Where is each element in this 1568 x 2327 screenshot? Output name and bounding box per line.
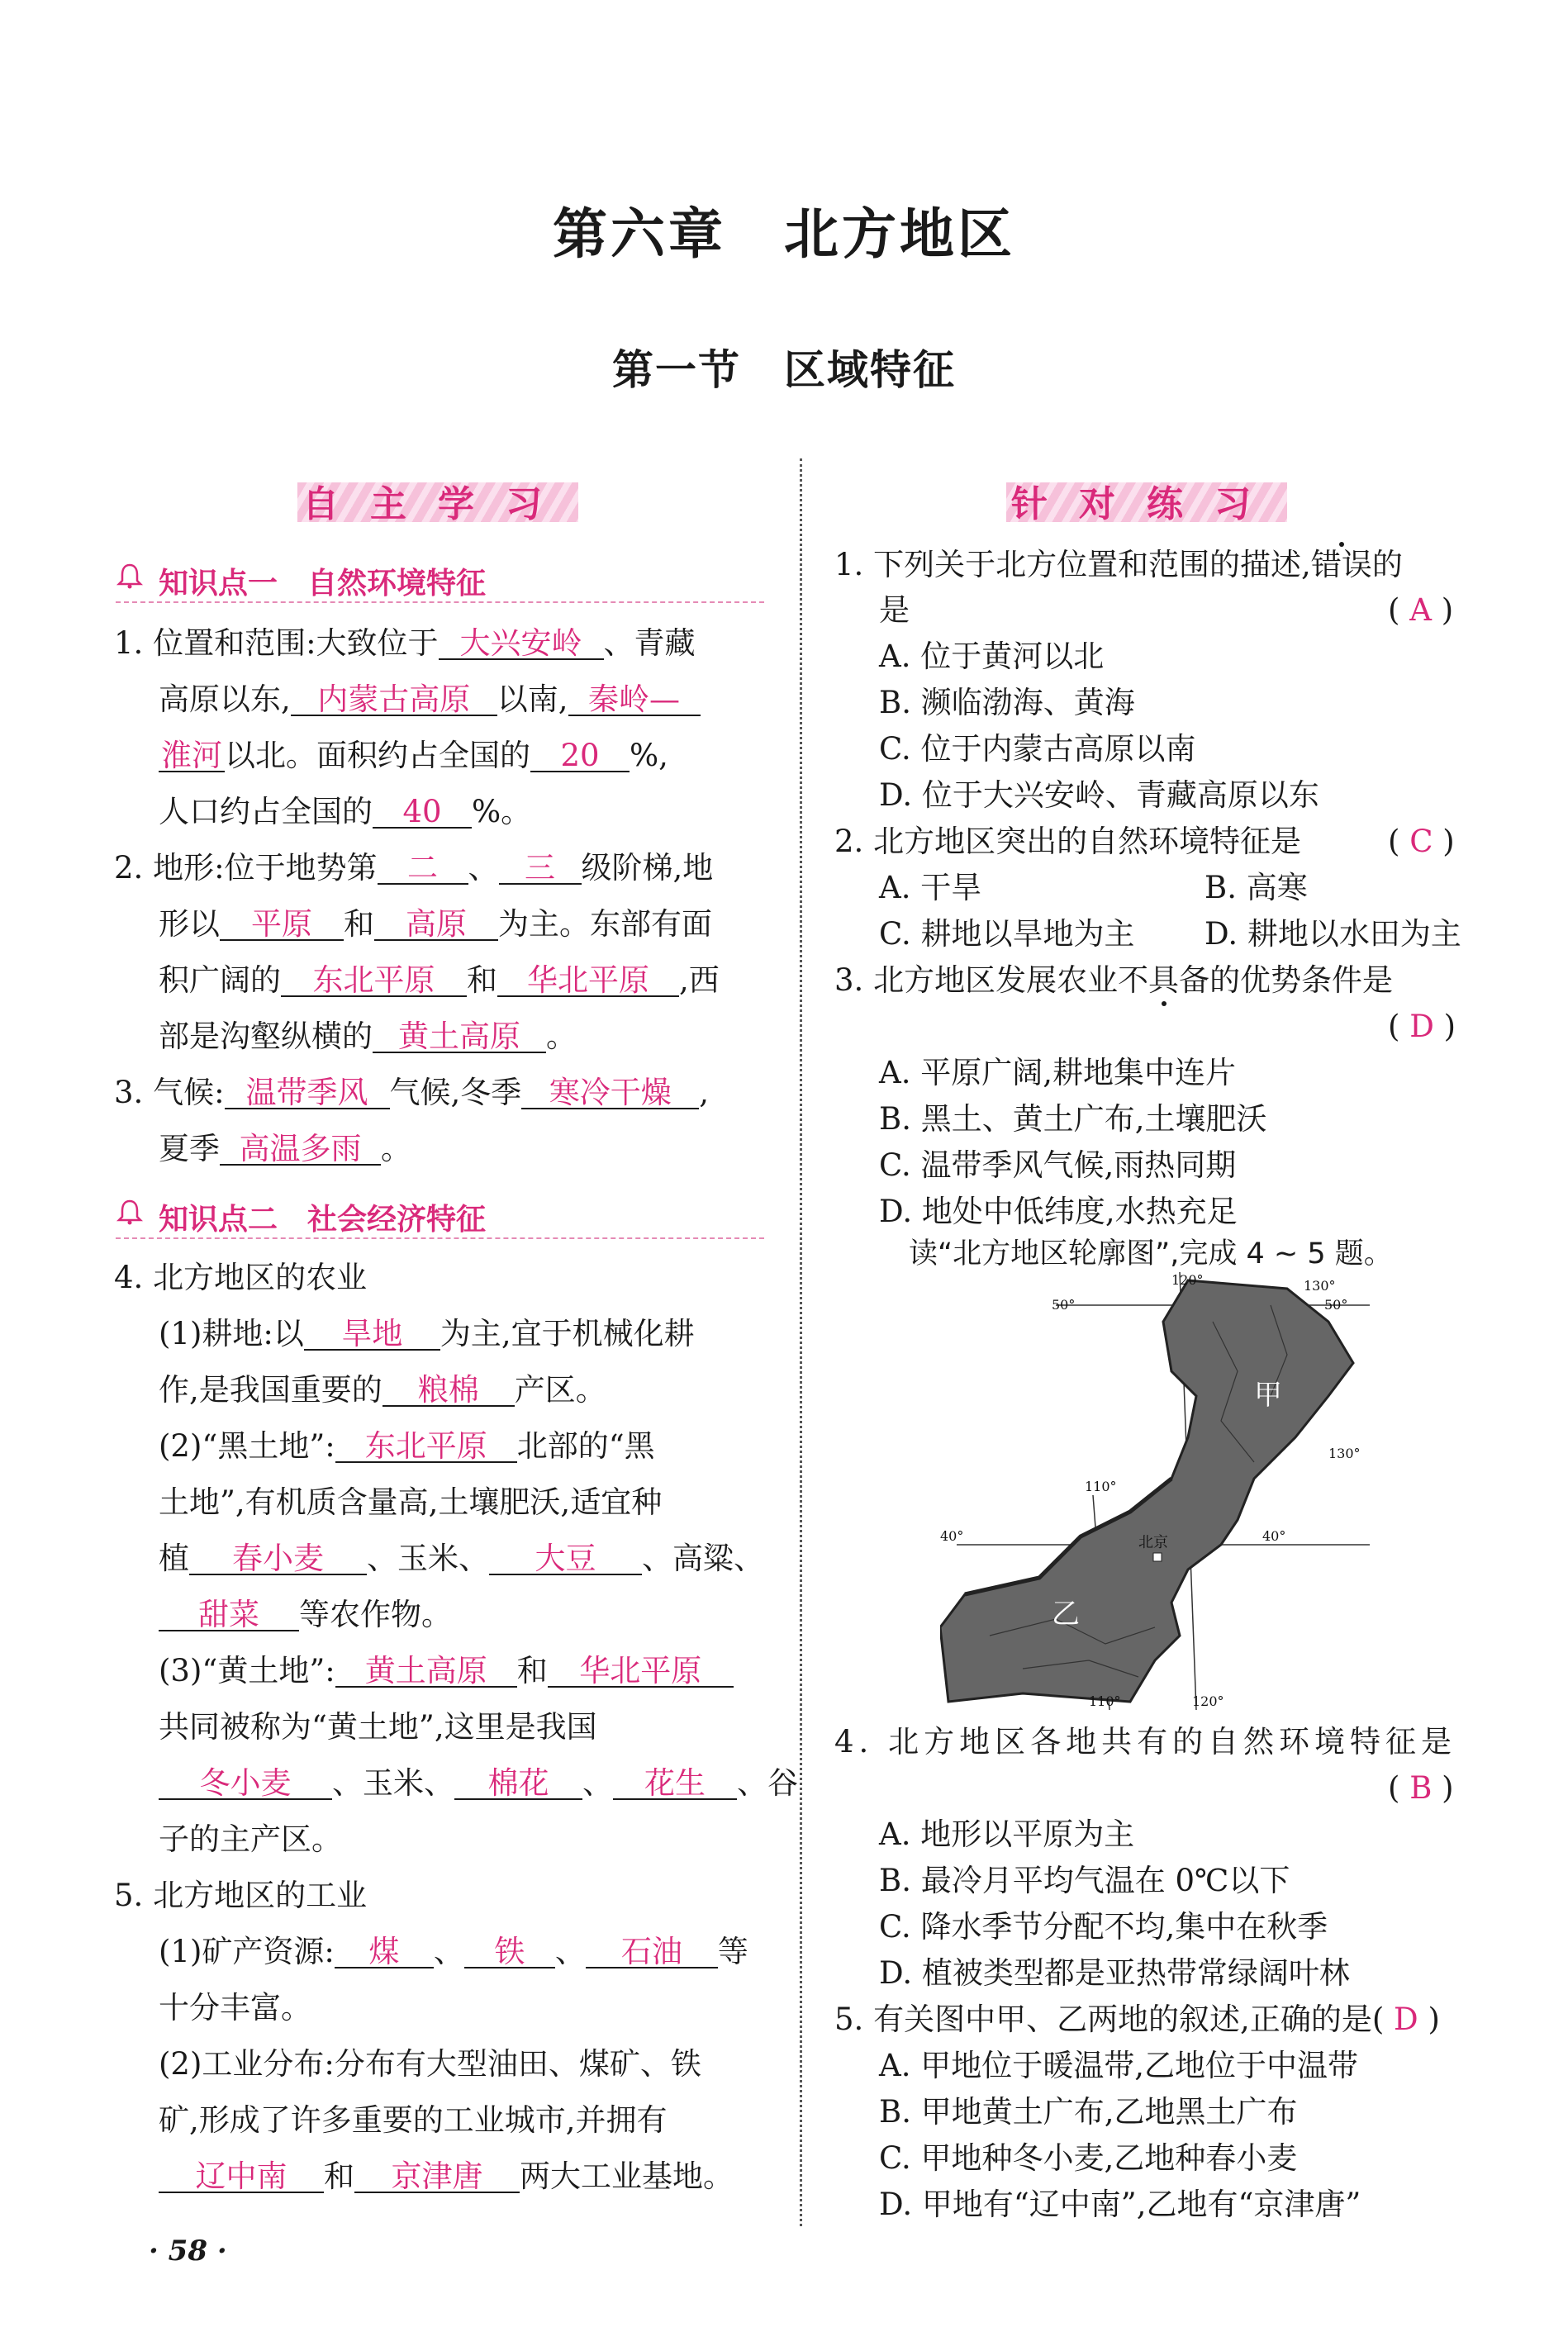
left-q2-line2: 形以 平原 和 高原 为主。东部有面 [159, 906, 712, 942]
right-q4-option-b[interactable]: B. 最冷月平均气温在 0℃以下 [879, 1863, 1290, 1898]
tick-130-right: 130° [1328, 1446, 1361, 1461]
left-q4-p1-line1: (1)耕地:以 旱地 为主,宜于机械化耕 [159, 1316, 695, 1351]
tick-40-left: 40° [940, 1528, 964, 1544]
tick-50-left: 50° [1052, 1297, 1076, 1313]
right-q2-answer[interactable]: ( C ) [1388, 824, 1455, 859]
right-q5-option-a[interactable]: A. 甲地位于暖温带,乙地位于中温带 [879, 2048, 1359, 2083]
answer-blank[interactable]: 淮河 [159, 741, 225, 772]
read-map-instruction: 读“北方地区轮廓图”,完成 4 ~ 5 题。 [909, 1237, 1393, 1270]
right-q2-option-b[interactable]: B. 高寒 [1205, 870, 1308, 905]
answer-blank[interactable]: 20 [530, 741, 630, 772]
answer-blank[interactable]: 大兴安岭 [439, 629, 604, 660]
north-china-outline-map [940, 1272, 1370, 1710]
right-q1-option-a[interactable]: A. 位于黄河以北 [879, 639, 1105, 674]
page-number: · 58 · [149, 2234, 227, 2268]
left-q4-p3-line4: 子的主产区。 [159, 1821, 342, 1857]
left-q1-line1: 1. 位置和范围:大致位于 大兴安岭 、青藏 [114, 625, 696, 661]
right-q1-option-c[interactable]: C. 位于内蒙古高原以南 [879, 731, 1196, 767]
tick-50-right: 50° [1324, 1297, 1348, 1313]
right-q1-option-b[interactable]: B. 濒临渤海、黄海 [879, 685, 1135, 720]
bell-icon [116, 1198, 144, 1226]
right-q3-stem: 3. 北方地区发展农业不具备的优势条件是 [834, 962, 1394, 998]
right-q3-option-d[interactable]: D. 地处中低纬度,水热充足 [879, 1194, 1238, 1229]
left-q4-p2-line3: 植 春小麦 、玉米、 大豆 、高粱、 [159, 1541, 764, 1576]
column-divider [800, 458, 802, 2226]
right-q3-option-c[interactable]: C. 温带季风气候,雨热同期 [879, 1147, 1237, 1183]
left-q4-p2-line1: (2)“黑土地”: 东北平原 北部的“黑 [159, 1428, 655, 1464]
right-q1-stem-line2: 是 [879, 592, 910, 628]
left-q3-line1: 3. 气候: 温带季风 气候,冬季 寒冷干燥 , [114, 1075, 710, 1110]
left-q5-p2-line3: 辽中南 和 京津唐 两大工业基地。 [159, 2161, 734, 2193]
answer-blank[interactable]: 高温多雨 [220, 1134, 381, 1166]
answer-blank[interactable]: 华北平原 [497, 966, 679, 997]
right-q4-option-a[interactable]: A. 地形以平原为主 [879, 1816, 1135, 1852]
right-q5-answer[interactable]: D [1394, 2002, 1418, 2037]
practice-banner-text: 针对练习 [1011, 483, 1282, 525]
right-q3-option-a[interactable]: A. 平原广阔,耕地集中连片 [879, 1055, 1237, 1090]
left-q4-p2-line4: 甜菜 等农作物。 [159, 1599, 452, 1631]
left-q4-p2-line2: 土地”,有机质含量高,土壤肥沃,适宜种 [159, 1484, 663, 1520]
left-q1-line2: 高原以东, 内蒙古高原 以南, 秦岭— [159, 684, 701, 716]
answer-blank[interactable]: 黄土高原 [373, 1022, 546, 1053]
answer-blank[interactable]: 旱地 [304, 1319, 440, 1351]
map-label-yi: 乙 [1052, 1598, 1080, 1631]
right-q1-stem-line1: 1. 下列关于北方位置和范围的描述,错误的 [834, 547, 1403, 582]
left-q5-p2-line2: 矿,形成了许多重要的工业城市,并拥有 [159, 2102, 668, 2138]
answer-blank[interactable]: 冬小麦 [159, 1769, 332, 1800]
left-q5-head: 5. 北方地区的工业 [114, 1878, 368, 1913]
answer-blank[interactable]: 高原 [374, 909, 498, 941]
answer-blank[interactable]: 二 [378, 853, 468, 885]
right-q2-option-d[interactable]: D. 耕地以水田为主 [1205, 916, 1461, 952]
map-label-jia: 甲 [1254, 1379, 1282, 1412]
knowledge-point-2: 知识点二 社会经济特征 [159, 1203, 487, 1237]
left-q1-line3: 淮河以北。面积约占全国的 20 %, [159, 740, 668, 772]
answer-blank[interactable]: 内蒙古高原 [291, 685, 497, 716]
knowledge-point-1: 知识点一 自然环境特征 [159, 567, 487, 601]
self-study-banner [297, 471, 578, 529]
answer-blank[interactable]: 大豆 [489, 1544, 642, 1575]
chapter-title: 第六章 北方地区 [553, 202, 1015, 266]
answer-blank[interactable]: 三 [499, 853, 582, 885]
right-q5-option-d[interactable]: D. 甲地有“辽中南”,乙地有“京津唐” [879, 2187, 1361, 2222]
right-q2-option-c[interactable]: C. 耕地以旱地为主 [879, 916, 1135, 952]
self-study-banner-text: 自主学习 [302, 483, 573, 525]
answer-blank[interactable]: 华北平原 [548, 1656, 734, 1688]
right-q5-option-b[interactable]: B. 甲地黄土广布,乙地黑土广布 [879, 2094, 1298, 2130]
right-q3-answer[interactable]: ( D ) [1388, 1009, 1456, 1044]
answer-blank[interactable]: 寒冷干燥 [521, 1078, 699, 1109]
answer-blank[interactable]: 石油 [586, 1937, 718, 1968]
left-q5-p1-line1: (1)矿产资源: 煤 、 铁 、 石油 等 [159, 1934, 748, 1969]
right-q5-option-c[interactable]: C. 甲地种冬小麦,乙地种春小麦 [879, 2140, 1298, 2176]
tick-110-bottom: 110° [1089, 1693, 1121, 1709]
kp1-underline [116, 601, 764, 603]
answer-blank[interactable]: 粮棉 [382, 1375, 515, 1407]
answer-blank[interactable]: 东北平原 [281, 966, 467, 997]
right-q4-option-d[interactable]: D. 植被类型都是亚热带常绿阔叶林 [879, 1955, 1350, 1991]
left-q2-line3: 积广阔的 东北平原 和 华北平原 ,西 [159, 962, 720, 998]
answer-blank[interactable]: 温带季风 [225, 1078, 390, 1109]
left-q2-line4: 部是沟壑纵横的 黄土高原 。 [159, 1019, 577, 1054]
answer-blank[interactable]: 40 [373, 797, 472, 829]
right-q2-option-a[interactable]: A. 干旱 [879, 870, 982, 905]
left-q5-p2-line1: (2)工业分布:分布有大型油田、煤矿、铁 [159, 2046, 701, 2082]
left-q4-p1-line2: 作,是我国重要的 粮棉 产区。 [159, 1372, 606, 1408]
answer-blank[interactable]: 花生 [613, 1769, 737, 1800]
answer-blank[interactable]: 铁 [464, 1937, 555, 1968]
answer-blank[interactable]: 辽中南 [159, 2162, 324, 2193]
right-q3-option-b[interactable]: B. 黑土、黄土广布,土壤肥沃 [879, 1101, 1267, 1137]
bell-icon [116, 562, 144, 590]
answer-blank[interactable]: 煤 [335, 1937, 434, 1968]
tick-40-right: 40° [1262, 1528, 1286, 1544]
section-title: 第一节 区域特征 [612, 346, 956, 394]
practice-banner [1006, 471, 1287, 529]
left-q3-line2: 夏季 高温多雨 。 [159, 1131, 411, 1166]
answer-blank[interactable]: 甜菜 [159, 1600, 299, 1631]
left-q5-p1-line2: 十分丰富。 [159, 1990, 311, 2025]
right-q2-stem: 2. 北方地区突出的自然环境特征是 [834, 824, 1302, 859]
left-q4-p3-line3: 冬小麦 、玉米、 棉花 、 花生 、谷 [159, 1768, 798, 1800]
left-q4-head: 4. 北方地区的农业 [114, 1260, 368, 1295]
kp2-underline [116, 1237, 764, 1239]
right-q4-option-c[interactable]: C. 降水季节分配不均,集中在秋季 [879, 1909, 1328, 1945]
tick-110-top: 110° [1085, 1479, 1117, 1494]
answer-blank[interactable]: 秦岭— [568, 685, 701, 716]
answer-blank[interactable]: 京津唐 [354, 2162, 520, 2193]
left-q2-line1: 2. 地形:位于地势第 二 、 三 级阶梯,地 [114, 850, 714, 886]
right-q1-answer[interactable]: ( A ) [1388, 592, 1454, 628]
tick-130-top: 130° [1304, 1278, 1336, 1294]
answer-blank[interactable]: 棉花 [454, 1769, 582, 1800]
map-label-beijing: 北京 [1138, 1534, 1168, 1551]
right-q4-answer[interactable]: ( B ) [1388, 1770, 1454, 1806]
left-q1-line4: 人口约占全国的 40 %。 [159, 794, 532, 829]
answer-blank[interactable]: 平原 [220, 909, 344, 941]
left-q4-p3-line1: (3)“黄土地”: 黄土高原 和 华北平原 [159, 1655, 734, 1688]
right-q1-option-d[interactable]: D. 位于大兴安岭、青藏高原以东 [879, 777, 1319, 813]
right-q5-stem: 5. 有关图中甲、乙两地的叙述,正确的是( D ) [834, 2002, 1440, 2037]
answer-blank[interactable]: 春小麦 [189, 1544, 367, 1575]
answer-blank[interactable]: 黄土高原 [335, 1656, 517, 1688]
left-q4-p3-line2: 共同被称为“黄土地”,这里是我国 [159, 1709, 597, 1745]
answer-blank[interactable]: 东北平原 [335, 1432, 517, 1463]
tick-120-top: 120° [1171, 1272, 1204, 1288]
right-q4-stem: 4. 北方地区各地共有的自然环境特征是 [834, 1724, 1457, 1759]
tick-120-bottom: 120° [1192, 1693, 1224, 1709]
